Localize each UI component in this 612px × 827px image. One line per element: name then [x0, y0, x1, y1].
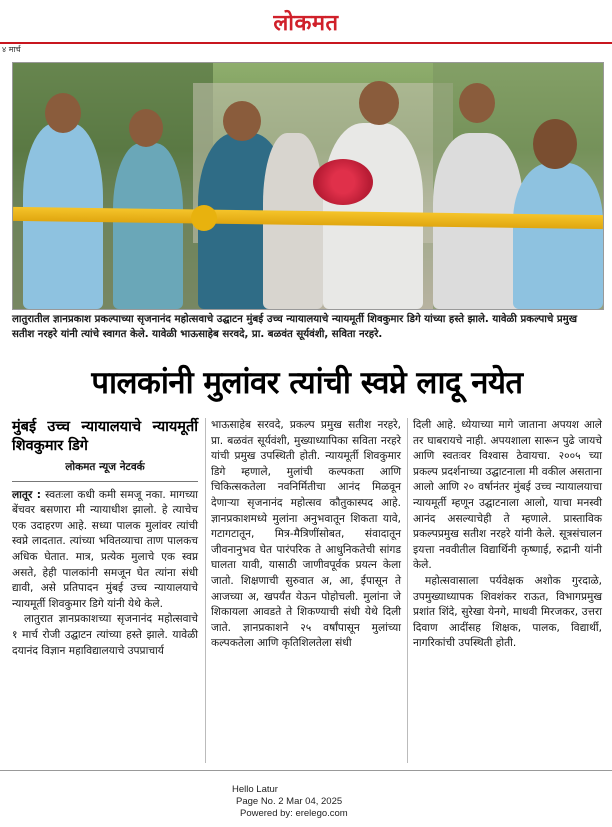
photo-head	[129, 109, 163, 147]
footer-page-date: Page No. 2 Mar 04, 2025	[236, 796, 343, 807]
byline-rule	[12, 481, 198, 482]
column-divider	[205, 418, 206, 763]
article-column-1	[12, 418, 198, 659]
photo-head	[459, 83, 495, 123]
photo-head	[223, 101, 261, 141]
paragraph	[12, 488, 198, 613]
paragraph: भाऊसाहेब सरवदे, प्रकल्प प्रमुख सतीश नरहरे, प्रा. बळवंत सूर्यवंशी, मुख्याध्यापिका सविता नरहरे यांची प्रमुख उपस्थिती होती. न्यायमूर्ती शिवकुमार डिगे म्हणाले, मुलांची कल्पकता आणि चिकित्सकतेला नवनिर्मितीचा आनंद मिळवून देणाऱ्या सृजनानंद महोत्सव कौतुकास्पद आहे. ज्ञानप्रकाशमध्ये मुलांना अनुभवातून शिकता यावे, गटागटातून, मित्र-मैत्रिणींसोबत, संवादातून जीवनानुभव घेत पारंपरिक ते आधुनिकतेची सांगड घालता यावी, यासाठी जाणीवपूर्वक प्रयत्न केला जातो. शिक्षणाची सुरुवात अ, आ, ईपासून ते आजच्या अ, खपर्यंत येऊन पोहोचली. मुलांना जे शिकायला आवडते ते शिकण्याची संधी येथे दिली जाते. ज्ञानप्रकाशने २५ वर्षांपासून मुलांच्या कल्पकतेला आणि कृतिशिलतेला संधी	[211, 419, 401, 650]
photo-caption: लातुरातील ज्ञानप्रकाश प्रकल्पाच्या सृजनानंद महोत्सवाचे उद्घाटन मुंबई उच्च न्यायालयाचे न्यायमूर्ती शिवकुमार डिगे यांच्या हस्ते झाले. यावेळी प्रकल्पाचे प्रमुख सतीश नरहरे यांनी त्यांचे स्वागत केले. यावेळी भाऊसाहेब सरवदे, प्रा. बळवंत सूर्यवंशी, सविता नरहरे.	[12, 314, 578, 340]
masthead-rule	[0, 42, 612, 44]
paragraph: महोत्सवासाला पर्यवेक्षक अशोक गुरदाळे, उपमुख्याध्यापक शिवशंकर राऊत, विभागप्रमुख प्रशांत शिंदे, सुरेखा येनगे, माधवी मिरजकर, उत्तरा दिवाण आदींसह शिक्षक, पालक, विद्यार्थी, नागरिकांची उपस्थिती होती.	[413, 574, 602, 650]
paragraph-text: स्वतःला कधी कमी समजू नका. मागच्या बेंचवर बसणारा मी न्यायाधीश झालो. हे त्याचेच एक उदाहरण आहे. सध्या पालक मुलांवर त्यांची स्वप्ने लादतात. त्यांच्या भवितव्याचा ताण पालकच अधिक घेतात. मात्र, प्रत्येक मुलाचे एक स्वप्न असते, हेही पालकांनी समजून घेत त्यांना संधी द्यावी, असे प्रतिपादन मुंबई उच्च न्यायालयाचे न्यायमूर्ती शिवकुमार डिगे यांनी येथे केले.	[12, 488, 198, 610]
photo-head	[45, 93, 81, 133]
article-column-3	[413, 418, 602, 652]
paragraph: लातुरात ज्ञानप्रकाशच्या सृजनानंद महोत्सवाचे १ मार्च रोजी उद्घाटन त्यांच्या हस्ते झाले. यावेळी दयानंद विज्ञान महाविद्यालयाचे उपप्राचार्य	[12, 613, 198, 657]
flower-bouquet	[313, 159, 373, 205]
article-byline: लोकमत न्यूज नेटवर्क	[65, 461, 145, 473]
news-photo	[12, 62, 604, 310]
footer	[0, 784, 612, 820]
bottom-rule	[0, 770, 612, 771]
photo-person	[113, 143, 183, 309]
footer-edition: Hello Latur	[232, 784, 278, 795]
date-stub: ४ मार्च	[2, 45, 21, 54]
dateline: लातूर :	[12, 488, 41, 501]
masthead	[0, 0, 612, 44]
article-column-2	[211, 418, 401, 652]
footer-powered-link[interactable]: Powered by: erelego.com	[240, 808, 348, 819]
photo-person	[513, 163, 603, 309]
article-subhead: मुंबई उच्च न्यायालयाचे न्यायमूर्ती शिवकुमार डिगे	[12, 419, 198, 454]
photo-head	[359, 81, 399, 125]
lokmat-logo: लोकमत	[273, 11, 339, 36]
paragraph: दिली आहे. ध्येयाच्या मागे जाताना अपयश आले तर घाबरायचे नाही. अपयशाला सारून पुढे जायचे आणि स्वतःवर विश्वास ठेवायचा. २००५ च्या प्रकल्प प्रदर्शनाच्या उद्घाटनाला मी वकील असताना आलो आणि २० वर्षानंतर मुंबई उच्च न्यायालयाचा न्यायमूर्ती म्हणून उद्घाटनाला आलो, याचा मनस्वी आनंद असल्याचेही ते म्हणाले. प्रास्ताविक प्रकल्पप्रमुख सतीश नरहरे यांनी केले. सूत्रसंचालन इयत्ता नववीतील विद्यार्थिनी कृष्णाई, रुद्रानी यांनी केले.	[413, 419, 602, 572]
headline: पालकांनी मुलांवर त्यांची स्वप्ने लादू नयेत	[91, 365, 523, 401]
column-divider	[407, 418, 408, 763]
photo-head	[533, 119, 577, 169]
ribbon-bow	[191, 205, 217, 231]
